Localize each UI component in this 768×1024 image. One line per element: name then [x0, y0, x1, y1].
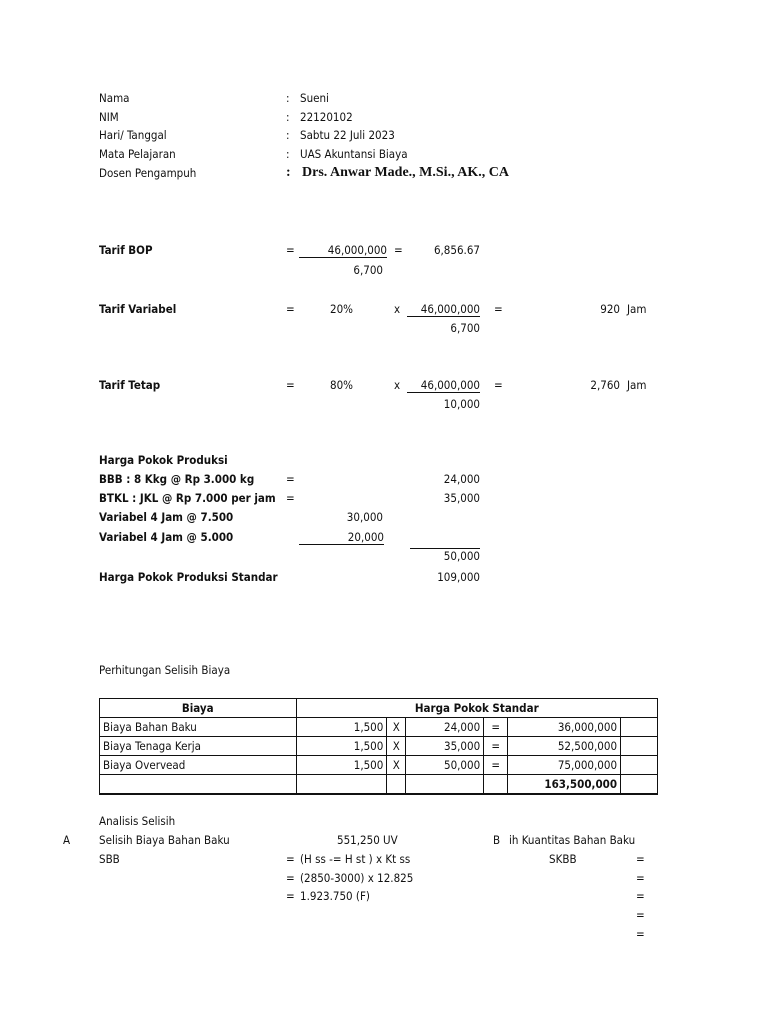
tarif-variabel-eq2: =	[494, 302, 503, 316]
tarif-variabel-result: 920	[600, 302, 620, 316]
tarif-tetap-eq2: =	[494, 378, 503, 392]
row-eq: =	[484, 756, 508, 775]
table-header-row	[100, 699, 658, 718]
total-empty	[621, 775, 658, 795]
nim-colon: :	[286, 110, 290, 124]
tarif-bop-result: 6,856.67	[433, 243, 480, 257]
total-empty	[406, 775, 484, 795]
tarif-bop-eq: =	[286, 243, 295, 257]
mapel-value: UAS Akuntansi Biaya	[300, 147, 408, 161]
row-empty	[621, 718, 658, 737]
row-price: 35,000	[406, 737, 484, 756]
hpp-var2-label: Variabel 4 Jam @ 5.000	[99, 530, 234, 544]
hpp-btkl-eq: =	[286, 491, 295, 505]
row-price: 24,000	[406, 718, 484, 737]
dosen-colon: :	[286, 165, 291, 180]
row-eq: =	[484, 718, 508, 737]
mapel-colon: :	[286, 147, 290, 161]
tarif-variabel-label: Tarif Variabel	[99, 302, 177, 316]
tarif-tetap-pct: 80%	[330, 378, 353, 392]
tarif-variabel-x: x	[394, 302, 401, 316]
row-qty: 1,500	[296, 737, 387, 756]
table-row	[100, 718, 658, 737]
nim-value: 22120102	[300, 110, 353, 124]
tanggal-colon: :	[286, 128, 290, 142]
hpp-var1-label: Variabel 4 Jam @ 7.500	[99, 510, 234, 524]
grand-total: 163,500,000	[508, 775, 621, 795]
row-x: X	[387, 756, 406, 775]
row-name: Biaya Overvead	[100, 756, 297, 775]
hpp-title: Harga Pokok Produksi	[99, 453, 228, 467]
table-row	[100, 756, 658, 775]
dosen-label: Dosen Pengampuh	[99, 166, 197, 180]
tarif-tetap-label: Tarif Tetap	[99, 378, 161, 392]
row-total: 36,000,000	[508, 718, 621, 737]
tarif-variabel-unit: Jam	[627, 302, 647, 316]
tanggal-label: Hari/ Tanggal	[99, 128, 167, 142]
table-total-row	[100, 775, 658, 795]
analisis-a-label: Selisih Biaya Bahan Baku	[99, 833, 230, 847]
row-name: Biaya Bahan Baku	[100, 718, 297, 737]
analisis-a-letter: A	[63, 833, 71, 847]
sbb-eq-2: =	[286, 871, 295, 885]
row-name: Biaya Tenaga Kerja	[100, 737, 297, 756]
sbb-line-1: (H ss -= H st ) x Kt ss	[300, 852, 411, 866]
hpp-bbb-eq: =	[286, 472, 295, 486]
right-eq-2: =	[636, 871, 645, 885]
hpp-standar-label: Harga Pokok Produksi Standar	[99, 570, 278, 584]
row-qty: 1,500	[296, 718, 387, 737]
hpp-bbb-label: BBB : 8 Kkg @ Rp 3.000 kg	[99, 472, 255, 486]
tarif-tetap-eq: =	[286, 378, 295, 392]
analisis-a-value: 551,250 UV	[337, 833, 398, 847]
right-eq-5: =	[636, 927, 645, 941]
header-harga-pokok-standar: Harga Pokok Standar	[296, 699, 657, 718]
tarif-variabel-pct: 20%	[330, 302, 353, 316]
analisis-b-label: ih Kuantitas Bahan Baku	[509, 833, 636, 847]
row-eq: =	[484, 737, 508, 756]
hpp-var1-value: 30,000	[346, 510, 383, 524]
hpp-subtotal: 50,000	[410, 548, 480, 563]
right-eq-1: =	[636, 852, 645, 866]
right-eq-4: =	[636, 908, 645, 922]
analisis-b-letter: B	[493, 833, 501, 847]
analisis-title: Analisis Selisih	[99, 814, 176, 828]
sbb-label: SBB	[99, 852, 120, 866]
tanggal-value: Sabtu 22 Juli 2023	[300, 128, 395, 142]
dosen-value: Drs. Anwar Made., M.Si., AK., CA	[302, 165, 510, 180]
nim-label: NIM	[99, 110, 119, 124]
row-x: X	[387, 718, 406, 737]
hpp-var2-value: 20,000	[299, 530, 384, 545]
tarif-tetap-denominator: 10,000	[443, 397, 480, 411]
hpp-standar-value: 109,000	[437, 570, 480, 584]
tarif-bop-eq2: =	[394, 243, 403, 257]
tarif-bop-numerator: 46,000,000	[299, 243, 387, 258]
header-biaya: Biaya	[100, 699, 297, 718]
tarif-variabel-denominator: 6,700	[450, 321, 480, 335]
sbb-eq-3: =	[286, 889, 295, 903]
tarif-tetap-numerator: 46,000,000	[407, 378, 480, 393]
selisih-table	[99, 698, 658, 795]
row-total: 52,500,000	[508, 737, 621, 756]
hpp-btkl-label: BTKL : JKL @ Rp 7.000 per jam	[99, 491, 276, 505]
selisih-title: Perhitungan Selisih Biaya	[99, 663, 231, 677]
nama-label: Nama	[99, 91, 130, 105]
hpp-bbb-value: 24,000	[443, 472, 480, 486]
sbb-line-3: 1.923.750 (F)	[300, 889, 370, 903]
row-total: 75,000,000	[508, 756, 621, 775]
skbb-label: SKBB	[549, 852, 577, 866]
row-empty	[621, 737, 658, 756]
row-empty	[621, 756, 658, 775]
total-empty	[296, 775, 387, 795]
nama-colon: :	[286, 91, 290, 105]
total-empty	[100, 775, 297, 795]
table-row	[100, 737, 658, 756]
tarif-tetap-x: x	[394, 378, 401, 392]
mapel-label: Mata Pelajaran	[99, 147, 176, 161]
total-empty	[387, 775, 406, 795]
tarif-bop-denominator: 6,700	[353, 263, 383, 277]
hpp-btkl-value: 35,000	[443, 491, 480, 505]
nama-value: Sueni	[300, 91, 329, 105]
row-qty: 1,500	[296, 756, 387, 775]
right-eq-3: =	[636, 889, 645, 903]
tarif-tetap-unit: Jam	[627, 378, 647, 392]
tarif-bop-label: Tarif BOP	[99, 243, 153, 257]
tarif-tetap-result: 2,760	[590, 378, 620, 392]
sbb-line-2: (2850-3000) x 12.825	[300, 871, 414, 885]
tarif-variabel-numerator: 46,000,000	[407, 302, 480, 317]
row-x: X	[387, 737, 406, 756]
tarif-variabel-eq: =	[286, 302, 295, 316]
total-empty	[484, 775, 508, 795]
sbb-eq-1: =	[286, 852, 295, 866]
row-price: 50,000	[406, 756, 484, 775]
